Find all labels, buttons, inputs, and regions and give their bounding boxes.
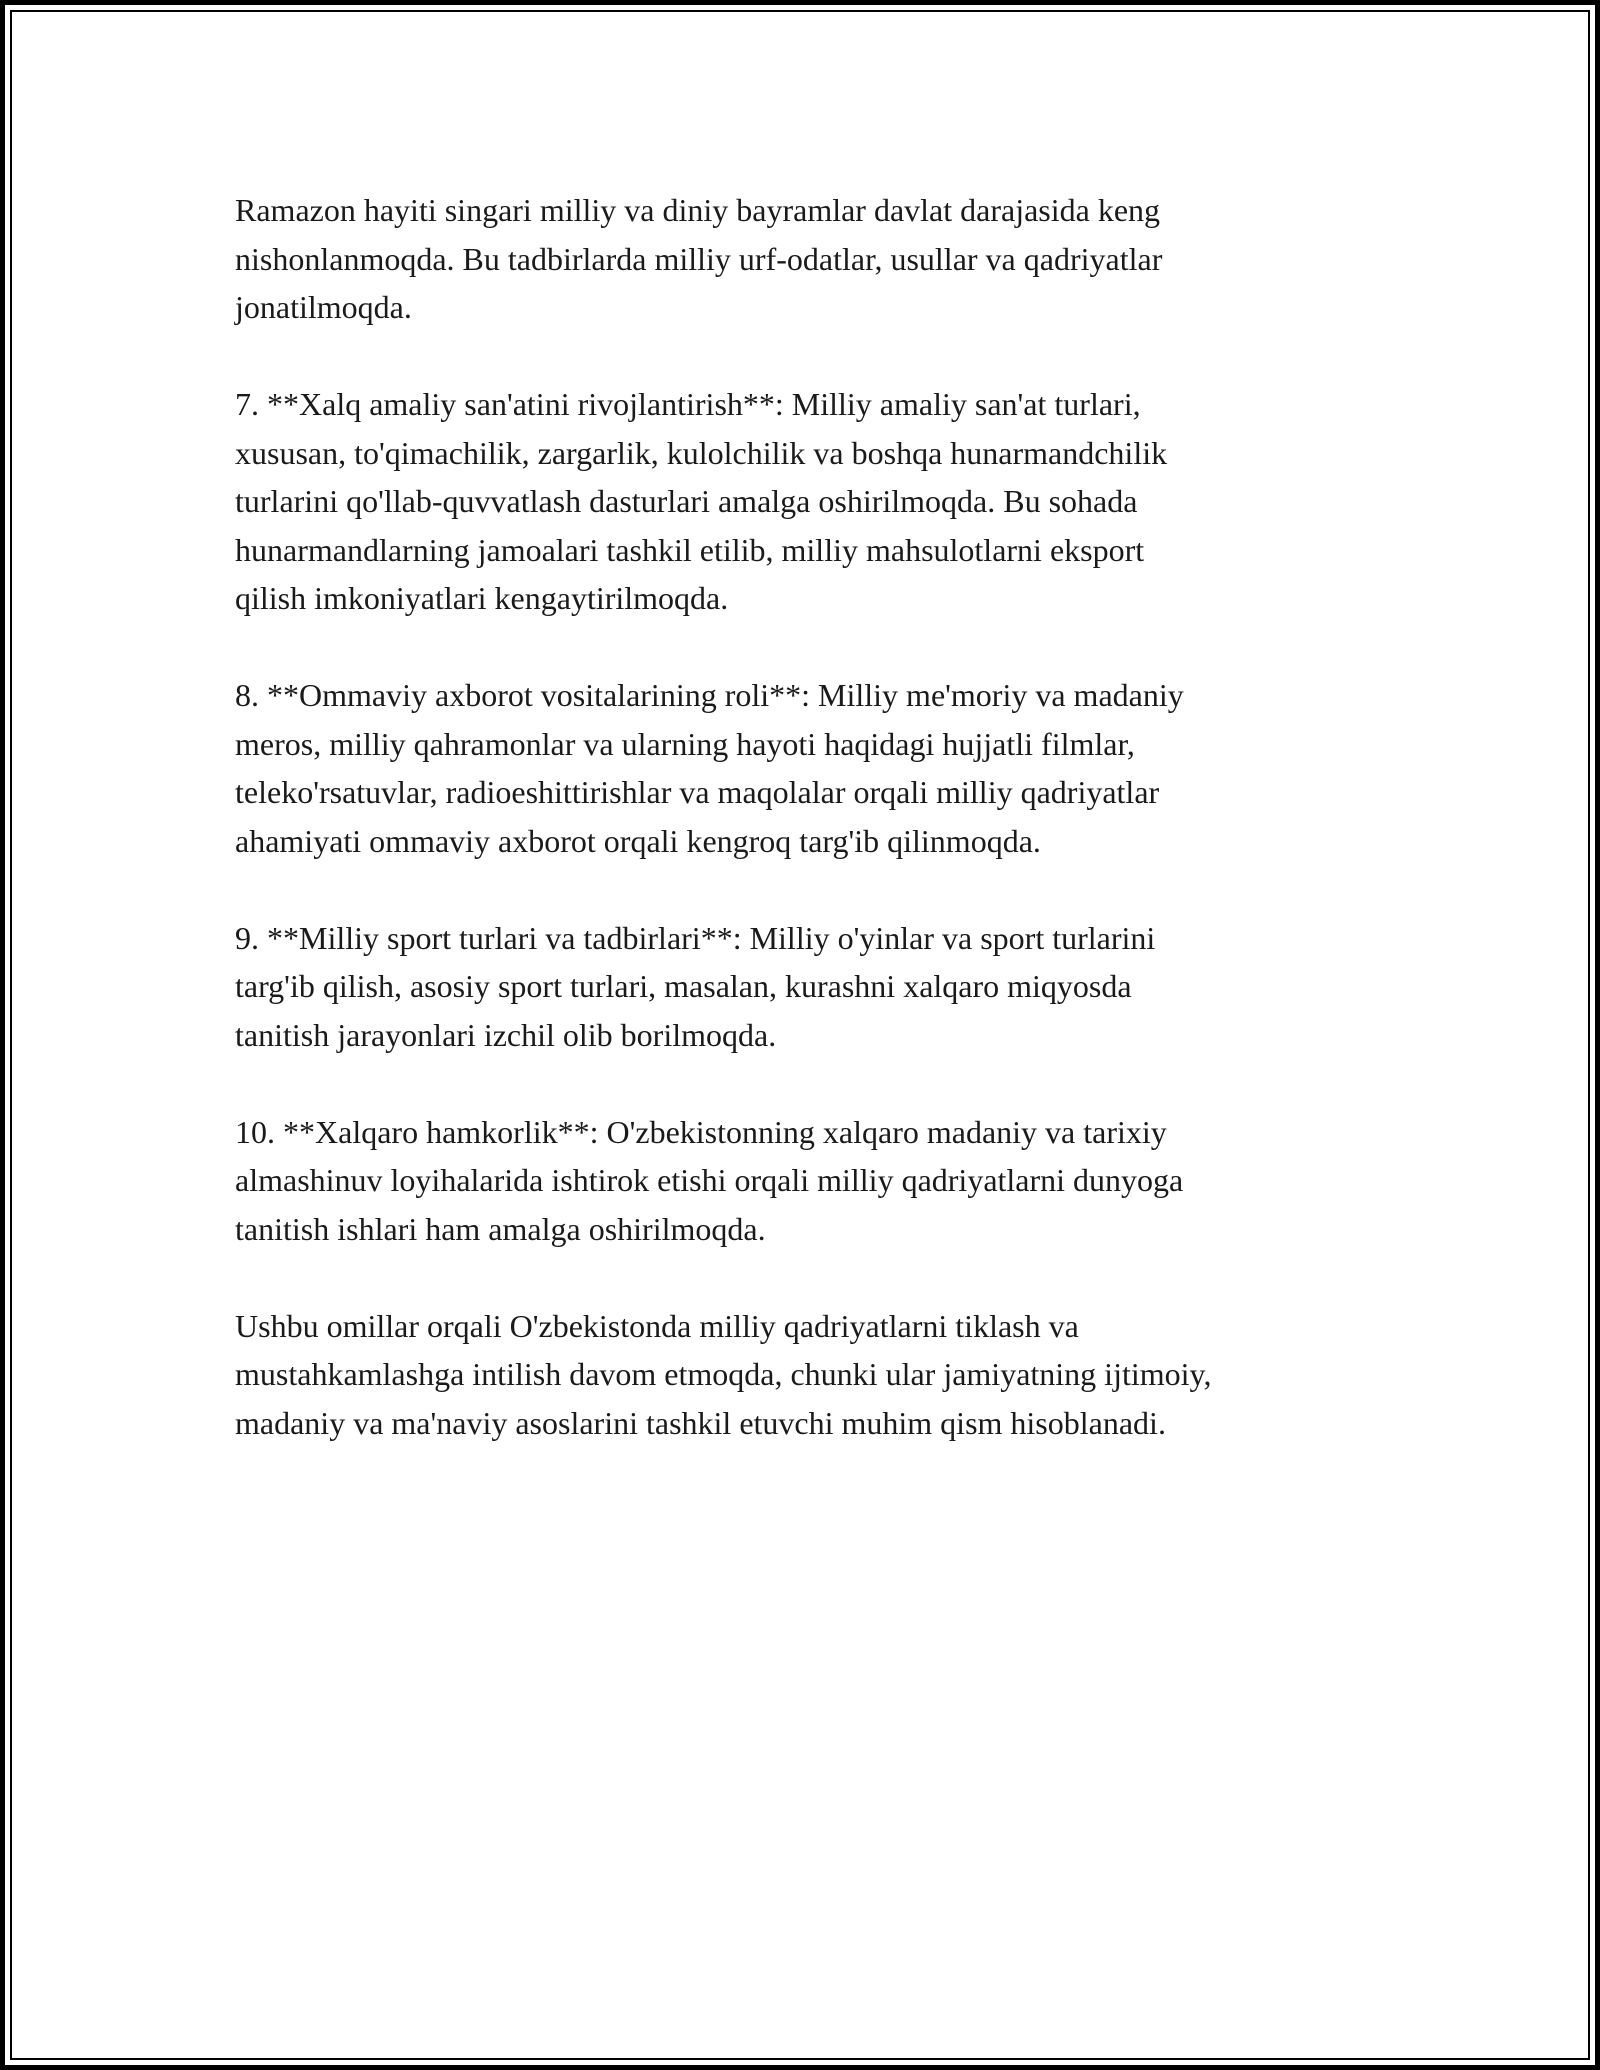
paragraph-conclusion: Ushbu omillar orqali O'zbekistonda milliy qadriyatlarni tiklash va mustahkamlashga intilish davom etmoqda, chunki ular jamiyatning ijtimoiy, madaniy va ma'naviy asoslarini tashkil etuvchi muhim qism hisoblanadi. xyxy=(235,1307,1212,1441)
paragraph-intro: Ramazon hayiti singari milliy va diniy bayramlar davlat darajasida keng nishonlanmoqda. Bu tadbirlarda milliy urf-odatlar, usullar va qadriyatlar jonatilmoqda. xyxy=(235,192,1163,325)
paragraph-item-8: 8. **Ommaviy axborot vositalarining roli**: Milliy me'moriy va madaniy meros, milliy qahramonlar va ularning hayoti haqidagi hujjatli filmlar, teleko'rsatuvlar, radioeshittirishlar va maqolalar orqali milliy qadriyatlar ahamiyati ommaviy axborot orqali kengroq targ'ib qilinmoqda. xyxy=(235,677,1184,859)
paragraph-item-7: 7. **Xalq amaliy san'atini rivojlantirish**: Milliy amaliy san'at turlari, xususan, to'qimachilik, zargarlik, kulolchilik va boshqa hunarmandchilik turlarini qo'llab-quvvatlash dasturlari amalga oshirilmoqda. Bu sohada hunarmandlarning jamoalari tashkil etilib, milliy mahsulotlarni eksport qilish imkoniyatlari kengaytirilmoqda. xyxy=(235,386,1168,616)
document-body xyxy=(235,186,1385,1496)
paragraph-item-10: 10. **Xalqaro hamkorlik**: O'zbekistonning xalqaro madaniy va tarixiy almashinuv loyihalarida ishtirok etishi orqali milliy qadriyatlarni dunyoga tanitish ishlari ham amalga oshirilmoqda. xyxy=(235,1113,1184,1247)
paragraph-item-9: 9. **Milliy sport turlari va tadbirlari**: Milliy o'yinlar va sport turlarini targ'ib qilish, asosiy sport turlari, masalan, kurashni xalqaro miqyosda tanitish jarayonlari izchil olib borilmoqda. xyxy=(235,919,1156,1053)
